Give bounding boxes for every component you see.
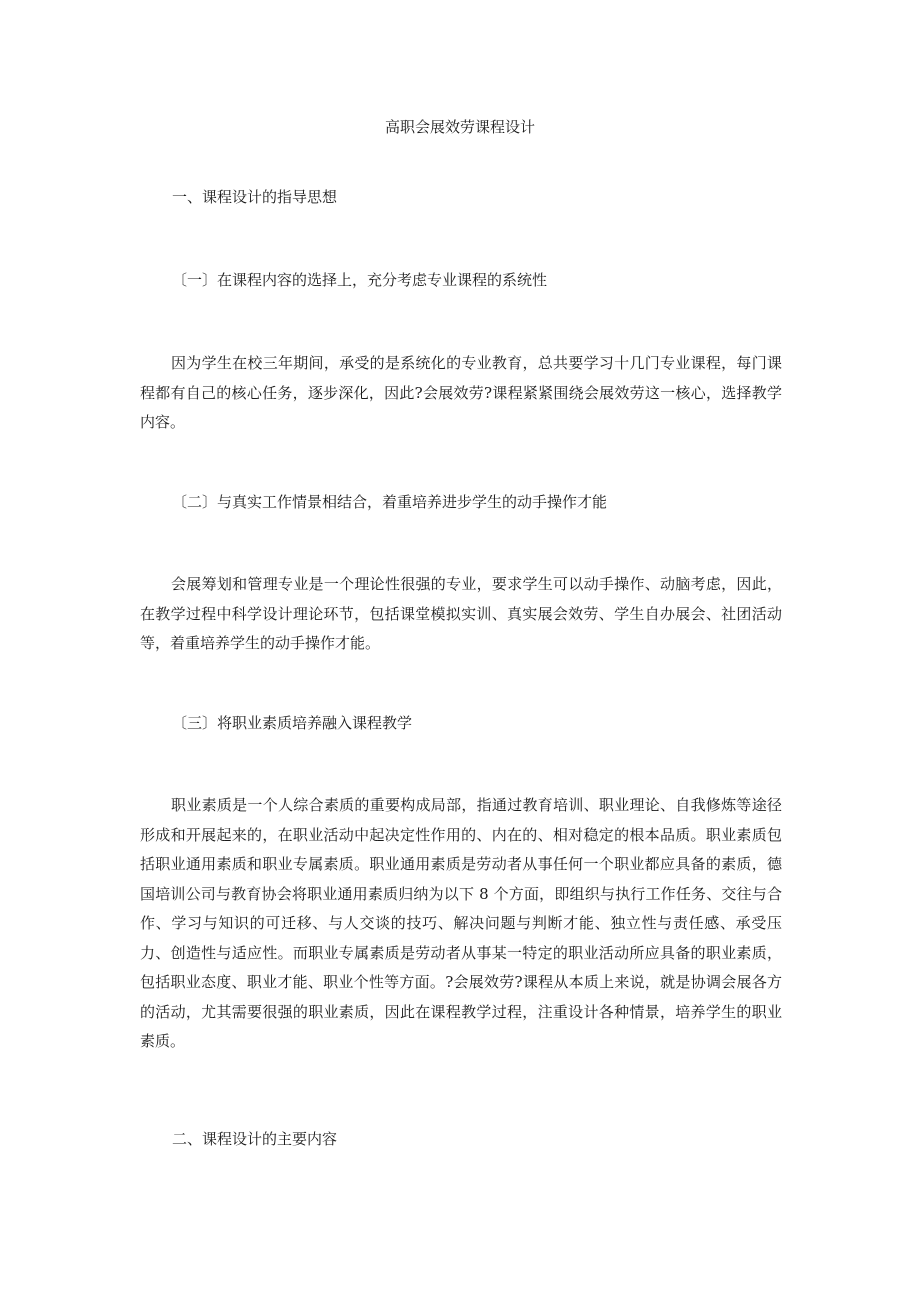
paragraph-1: 因为学生在校三年期间，承受的是系统化的专业教育，总共要学习十几门专业课程，每门课程都有自己的核心任务，逐步深化，因此?会展效劳?课程紧紧围绕会展效劳这一核心，选择教学内容。 (140, 354, 782, 431)
paragraph-3: 职业素质是一个人综合素质的重要构成局部，指通过教育培训、职业理论、自我修炼等途径形成和开展起来的，在职业活动中起决定性作用的、内在的、相对稳定的根本品质。职业素质包括职业通用素质和职业专属素质。职业通用素质是劳动者从事任何一个职业都应具备的素质，德国培训公司与教育协会将职业通用素质归纳为以下 8 个方面，即组织与执行工作任务、交往与合作、学习与知识的可迁移、与人交谈的技巧、解决问题与判断才能、独立性与责任感、承受压力、创造性与适应性。而职业专属素质是劳动者从事某一特定的职业活动所应具备的职业素质，包括职业态度、职业才能、职业个性等方面。?会展效劳?课程从本质上来说，就是协调会展各方的活动，尤其需要很强的职业素质，因此在课程教学过程，注重设计各种情景，培养学生的职业素质。 (140, 796, 782, 1050)
subsection-heading-2: 〔二〕与真实工作情景相结合，着重培养进步学生的动手操作才能 (172, 493, 608, 511)
section-heading-1: 一、课程设计的指导思想 (172, 188, 338, 206)
document-title: 高职会展效劳课程设计 (384, 118, 535, 136)
subsection-heading-1: 〔一〕在课程内容的选择上，充分考虑专业课程的系统性 (172, 271, 548, 289)
section-heading-2: 二、课程设计的主要内容 (172, 1130, 338, 1148)
paragraph-2: 会展筹划和管理专业是一个理论性很强的专业，要求学生可以动手操作、动脑考虑，因此，在教学过程中科学设计理论环节，包括课堂模拟实训、真实展会效劳、学生自办展会、社团活动等，着重培养学生的动手操作才能。 (140, 575, 782, 652)
subsection-heading-3: 〔三〕将职业素质培养融入课程教学 (172, 714, 413, 732)
